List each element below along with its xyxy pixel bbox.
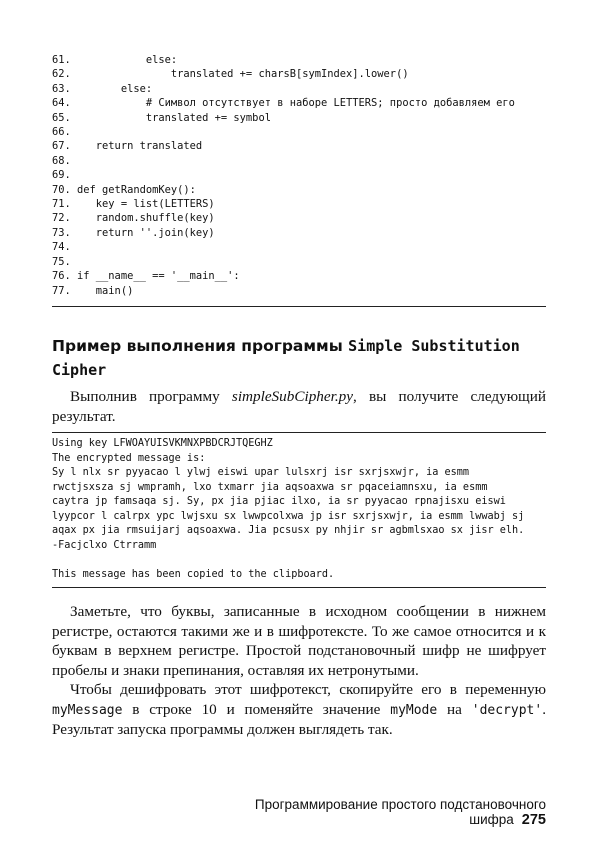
explanation-paragraph: Заметьте, что буквы, записанные в исходном сообщении в нижнем регистре, остаются такими же и в шифротексте. То же самое относится и к буквам в верхнем регистре. Простой подстановочный шифр не шифрует пробелы и знаки препинания, оставляя их нетронутыми. [52,603,546,679]
code-line: 61. else: [52,54,178,66]
value-decrypt: 'decrypt' [471,702,543,718]
code-line: 77. main() [52,284,134,297]
code-line: 64. # Символ отсутствует в наборе LETTERS; просто добавляем его [52,97,515,110]
code-line: 70. def getRandomKey(): [52,183,196,196]
variable-mymode: myMode [390,702,438,718]
code-line: 76. if __name__ == '__main__': [52,270,240,283]
code-bottom-rule [52,306,546,307]
page-number: 275 [521,812,546,828]
code-line: 66. [52,126,71,139]
intro-paragraph [52,387,546,426]
output-line: Sy l nlx sr pyyacao l ylwj eiswi upar lulsxrj isr sxrjsxwjr, ia esmm [52,467,470,478]
running-chapter-title: Программирование простого подстановочного шифра [254,797,546,827]
code-listing [52,53,546,298]
intro-text-end: , вы получите следующий результат. [52,388,546,425]
decrypt-instructions-paragraph [52,680,546,740]
program-filename: simpleSubCipher.py [231,388,353,405]
output-line: Using key LFWOAYUISVKMNXPBDCRJTQEGHZ [52,438,273,449]
section-heading-text: Пример выполнения программы [52,337,349,355]
output-line: This message has been copied to the clipboard. [52,568,335,580]
instructions-text: в строке 10 и поменяйте значение [122,700,391,718]
output-top-rule [52,432,546,433]
output-bottom-rule [52,587,546,588]
code-line: 74. [52,241,71,254]
output-line: caytra jp famsaqa sj. Sy, px jia pjiac ilxo, ia sr pyyacao rpnajisxu eiswi [52,496,506,507]
code-line: 72. random.shuffle(key) [52,212,215,225]
code-line: 68. [52,154,71,167]
page-footer [180,797,546,828]
code-line: 62. translated += charsB[symIndex].lower() [52,68,409,81]
code-line: 69. [52,169,71,182]
output-line: lyypcor l calrpx ypc lwjsxu sx lwwpcolxwa jp isr sxrjsxwjr, ia esmm lwwabj sj [52,510,525,522]
section-heading [52,334,552,382]
output-line: rwctjsxsza sj wmpramh, lxo txmarr jia aqsoaxwa sr pqaceiamnsxu, ia esmm [52,481,488,493]
code-line: 75. [52,255,71,268]
output-line: -Facjclxo Ctrramm [52,539,157,551]
instructions-text: Чтобы дешифровать этот шифротекст, скопируйте его в переменную [70,681,546,698]
instructions-text: на [437,700,472,718]
instructions-text-end: . Результат запуска программы должен выглядеть так. [52,700,546,738]
code-line: 67. return translated [52,140,203,153]
code-line: 73. return ''.join(key) [52,226,215,239]
program-output [52,437,546,582]
output-line: aqax px jia rmsuijarj aqsoaxwa. Jia pcsusx py nhjir sr agbmlsxao sx jisr elh. [52,525,525,536]
variable-mymessage: myMessage [52,702,123,718]
output-line: The encrypted message is: [52,452,206,464]
code-line: 71. key = list(LETTERS) [52,198,215,211]
code-line: 65. translated += symbol [52,111,271,124]
code-line: 63. else: [52,82,153,95]
section-heading-code: Simple Substitution Cipher [52,337,520,379]
intro-text: Выполнив программу [70,388,232,405]
